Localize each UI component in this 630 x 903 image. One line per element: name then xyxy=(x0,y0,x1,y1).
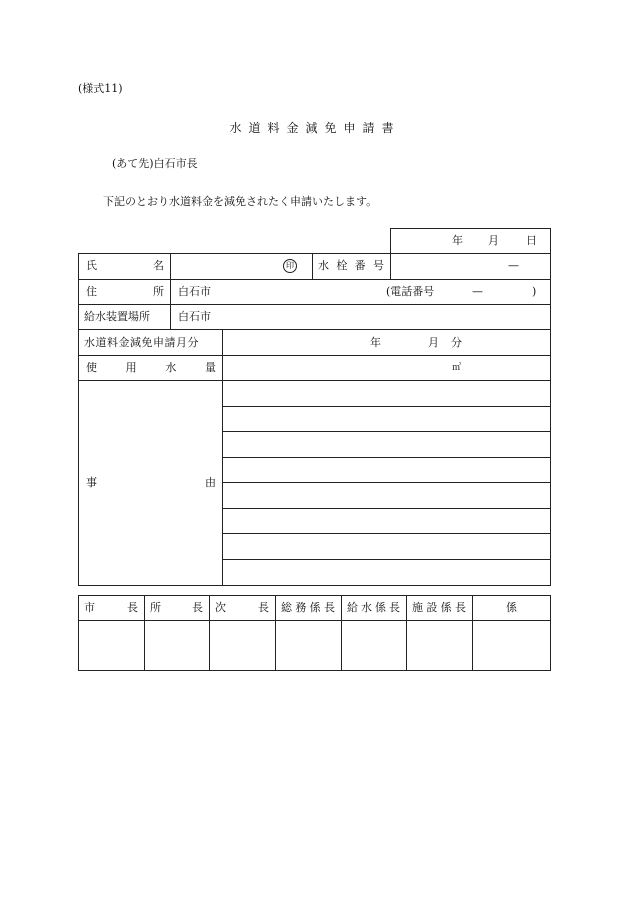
address-label: 住 所 xyxy=(86,285,164,298)
phone-close: ) xyxy=(532,285,537,298)
name-label: 氏 名 xyxy=(86,259,164,272)
approval-header-facilities-chief: 施 設 係 長 xyxy=(412,601,466,614)
application-portion-unit: 分 xyxy=(451,336,462,349)
application-month-label: 水道料金減免申請月分 xyxy=(84,336,199,349)
date-year-label: 年 xyxy=(452,234,463,247)
approval-header-deputy-chief: 次 長 xyxy=(215,601,269,614)
install-location-label: 給水装置場所 xyxy=(84,310,150,323)
form-number: (様式11) xyxy=(78,82,123,95)
addressee: (あて先)白石市長 xyxy=(112,157,198,170)
approval-header-water-supply-chief: 給 水 係 長 xyxy=(347,601,400,614)
meter-number-label: 水 栓 番 号 xyxy=(318,259,384,272)
approval-header-general-affairs-chief: 総 務 係 長 xyxy=(281,601,335,614)
reason-label: 事 由 xyxy=(86,476,216,489)
date-month-label: 月 xyxy=(488,234,499,247)
water-usage-label: 使 用 水 量 xyxy=(86,361,216,374)
page-title: 水道料金減免申請書 xyxy=(229,121,401,135)
approval-header-staff: 係 xyxy=(506,601,517,614)
water-usage-unit: ㎥ xyxy=(452,363,462,373)
form-frame xyxy=(78,253,551,586)
address-value: 白石市 xyxy=(178,285,211,298)
phone-label: (電話番号 xyxy=(386,285,435,298)
intro-text: 下記のとおり水道料金を減免されたく申請いたします。 xyxy=(103,195,378,208)
date-day-label: 日 xyxy=(526,234,537,247)
application-month-unit: 月 xyxy=(428,336,439,349)
install-location-value: 白石市 xyxy=(178,310,211,323)
application-year-unit: 年 xyxy=(370,336,381,349)
phone-dash: — xyxy=(472,285,483,298)
seal-mark: 印 xyxy=(283,259,297,273)
meter-number-value: — xyxy=(508,259,519,272)
approval-header-mayor: 市 長 xyxy=(84,601,138,614)
approval-header-office-chief: 所 長 xyxy=(150,601,203,614)
